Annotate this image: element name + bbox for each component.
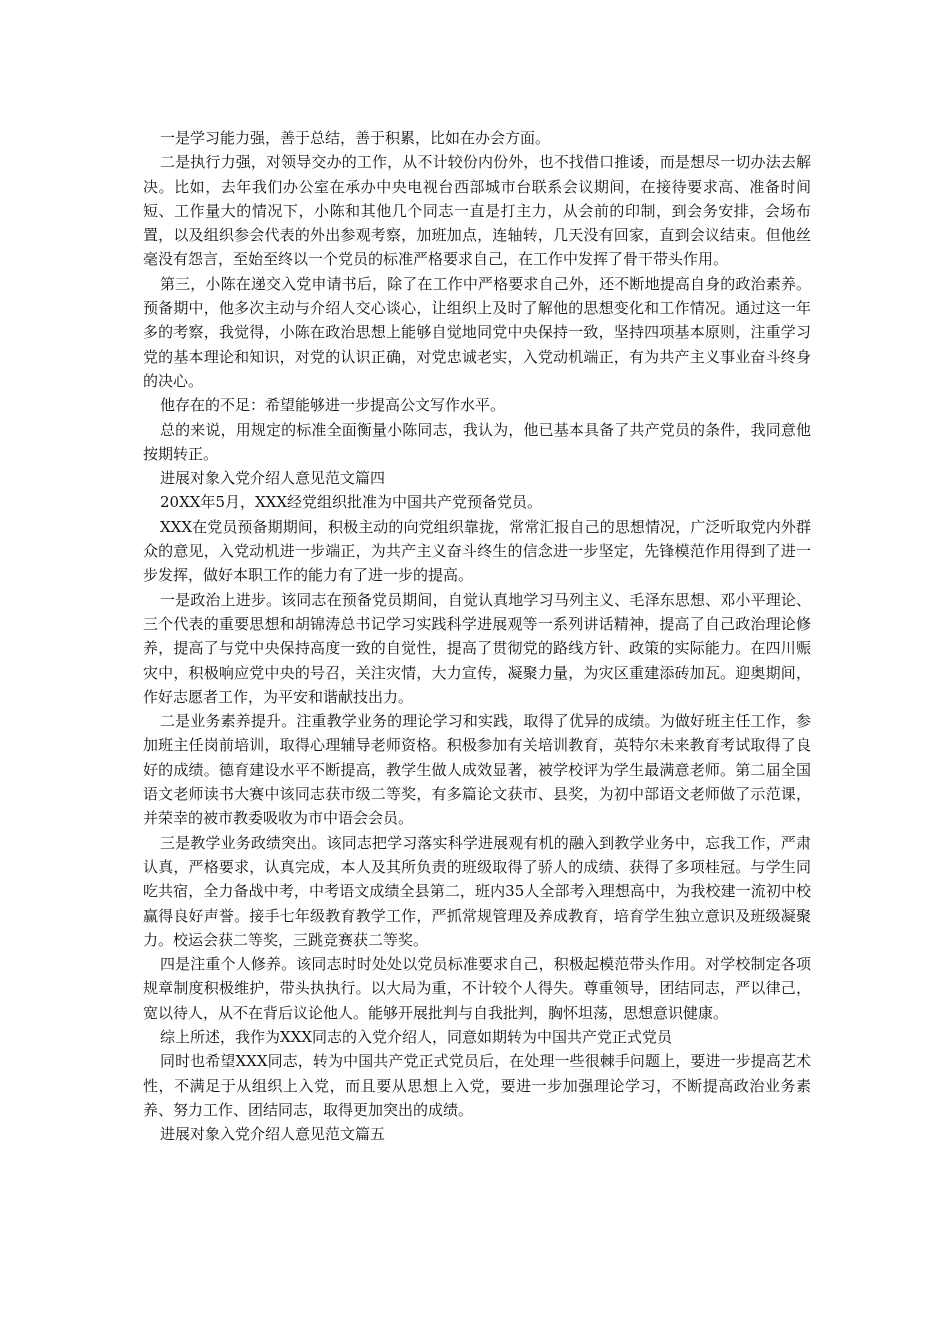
document-body — [143, 126, 811, 1146]
paragraph: 二是业务素养提升。注重教学业务的理论学习和实践，取得了优异的成绩。为做好班主任工作，参加班主任岗前培训，取得心理辅导老师资格。积极参加有关培训教育，英特尔未来教育考试取得了良好的成绩。德育建设水平不断提高，教学生做人成效显著，被学校评为学生最满意老师。第二届全国语文老师读书大赛中该同志获市级二等奖，有多篇论文获市、县奖，为初中部语文老师做了示范课，并荣幸的被市教委吸收为市中语会会员。 — [143, 712, 811, 828]
paragraph: 二是执行力强，对领导交办的工作，从不计较份内份外，也不找借口推诿，而是想尽一切办法去解决。比如，去年我们办公室在承办中央电视台西部城市台联系会议期间，在接待要求高、准备时间短、工作量大的情况下，小陈和其他几个同志一直是打主力，从会前的印制，到会务安排，会场布置，以及组织参会代表的外出参观考察，加班加点，连轴转，几天没有回家，直到会议结束。但他丝毫没有怨言，至始至终以一个党员的标准严格要求自己，在工作中发挥了骨干带头作用。 — [143, 153, 811, 269]
paragraph: 一是政治上进步。该同志在预备党员期间，自觉认真地学习马列主义、毛泽东思想、邓小平理论、三个代表的重要思想和胡锦涛总书记学习实践科学进展观等一系列讲话精神，提高了自己政治理论修养，提高了与党中央保持高度一致的自觉性，提高了贯彻党的路线方针、政策的实际能力。在四川赈灾中，积极响应党中央的号召，关注灾情，大力宣传，凝聚力量，为灾区重建添砖加瓦。迎奥期间，作好志愿者工作，为平安和谐献技出力。 — [143, 590, 811, 706]
paragraph: 第三，小陈在递交入党申请书后，除了在工作中严格要求自己外，还不断地提高自身的政治素养。预备期中，他多次主动与介绍人交心谈心，让组织上及时了解他的思想变化和工作情况。通过这一年多的考察，我觉得，小陈在政治思想上能够自觉地同党中央保持一致，坚持四项基本原则，注重学习党的基本理论和知识，对党的认识正确，对党忠诚老实，入党动机端正，有为共产主义事业奋斗终身的决心。 — [143, 274, 811, 390]
paragraph: 同时也希望XXX同志，转为中国共产党正式党员后，在处理一些很棘手问题上，要进一步提高艺术性，不满足于从组织上入党，而且要从思想上入党，要进一步加强理论学习，不断提高政治业务素养、努力工作、团结同志，取得更加突出的成绩。 — [143, 1052, 811, 1119]
paragraph: 一是学习能力强，善于总结，善于积累，比如在办会方面。 — [160, 129, 551, 147]
section-heading: 进展对象入党介绍人意见范文篇四 — [160, 469, 386, 488]
paragraph: 总的来说，用规定的标准全面衡量小陈同志，我认为，他已基本具备了共产党员的条件，我同意他按期转正。 — [143, 420, 811, 463]
paragraph: 四是注重个人修养。该同志时时处处以党员标准要求自己，积极起模范带头作用。对学校制定各项规章制度积极维护，带头执执行。以大局为重，不计较个人得失。尊重领导，团结同志，严以律己，宽以待人，从不在背后议论他人。能够开展批判与自我批判，胸怀坦荡，思想意识健康。 — [143, 955, 811, 1022]
paragraph: XXX在党员预备期期间，积极主动的向党组织靠拢，常常汇报自己的思想情况，广泛听取党内外群众的意见，入党动机进一步端正，为共产主义奋斗终生的信念进一步坚定，先锋模范作用得到了进一步发挥，做好本职工作的能力有了进一步的提高。 — [143, 517, 811, 585]
paragraph: 20XX年5月，XXX经党组织批准为中国共产党预备党员。 — [160, 493, 543, 512]
paragraph: 他存在的不足：希望能够进一步提高公文写作水平。 — [160, 396, 506, 415]
section-heading: 进展对象入党介绍人意见范文篇五 — [160, 1125, 386, 1144]
paragraph: 综上所述，我作为XXX同志的入党介绍人，同意如期转为中国共产党正式党员 — [160, 1027, 673, 1046]
paragraph: 三是教学业务政绩突出。该同志把学习落实科学进展观有机的融入到教学业务中，忘我工作，严肃认真，严格要求，认真完成，本人及其所负责的班级取得了骄人的成绩、获得了多项桂冠。与学生同吃共宿，全力备战中考，中考语文成绩全县第二，班内35人全部考入理想高中，为我校建一流初中校赢得良好声誉。接手七年级教育教学工作，严抓常规管理及养成教育，培育学生独立意识及班级凝聚力。校运会获二等奖，三跳竞赛获二等奖。 — [143, 833, 811, 949]
